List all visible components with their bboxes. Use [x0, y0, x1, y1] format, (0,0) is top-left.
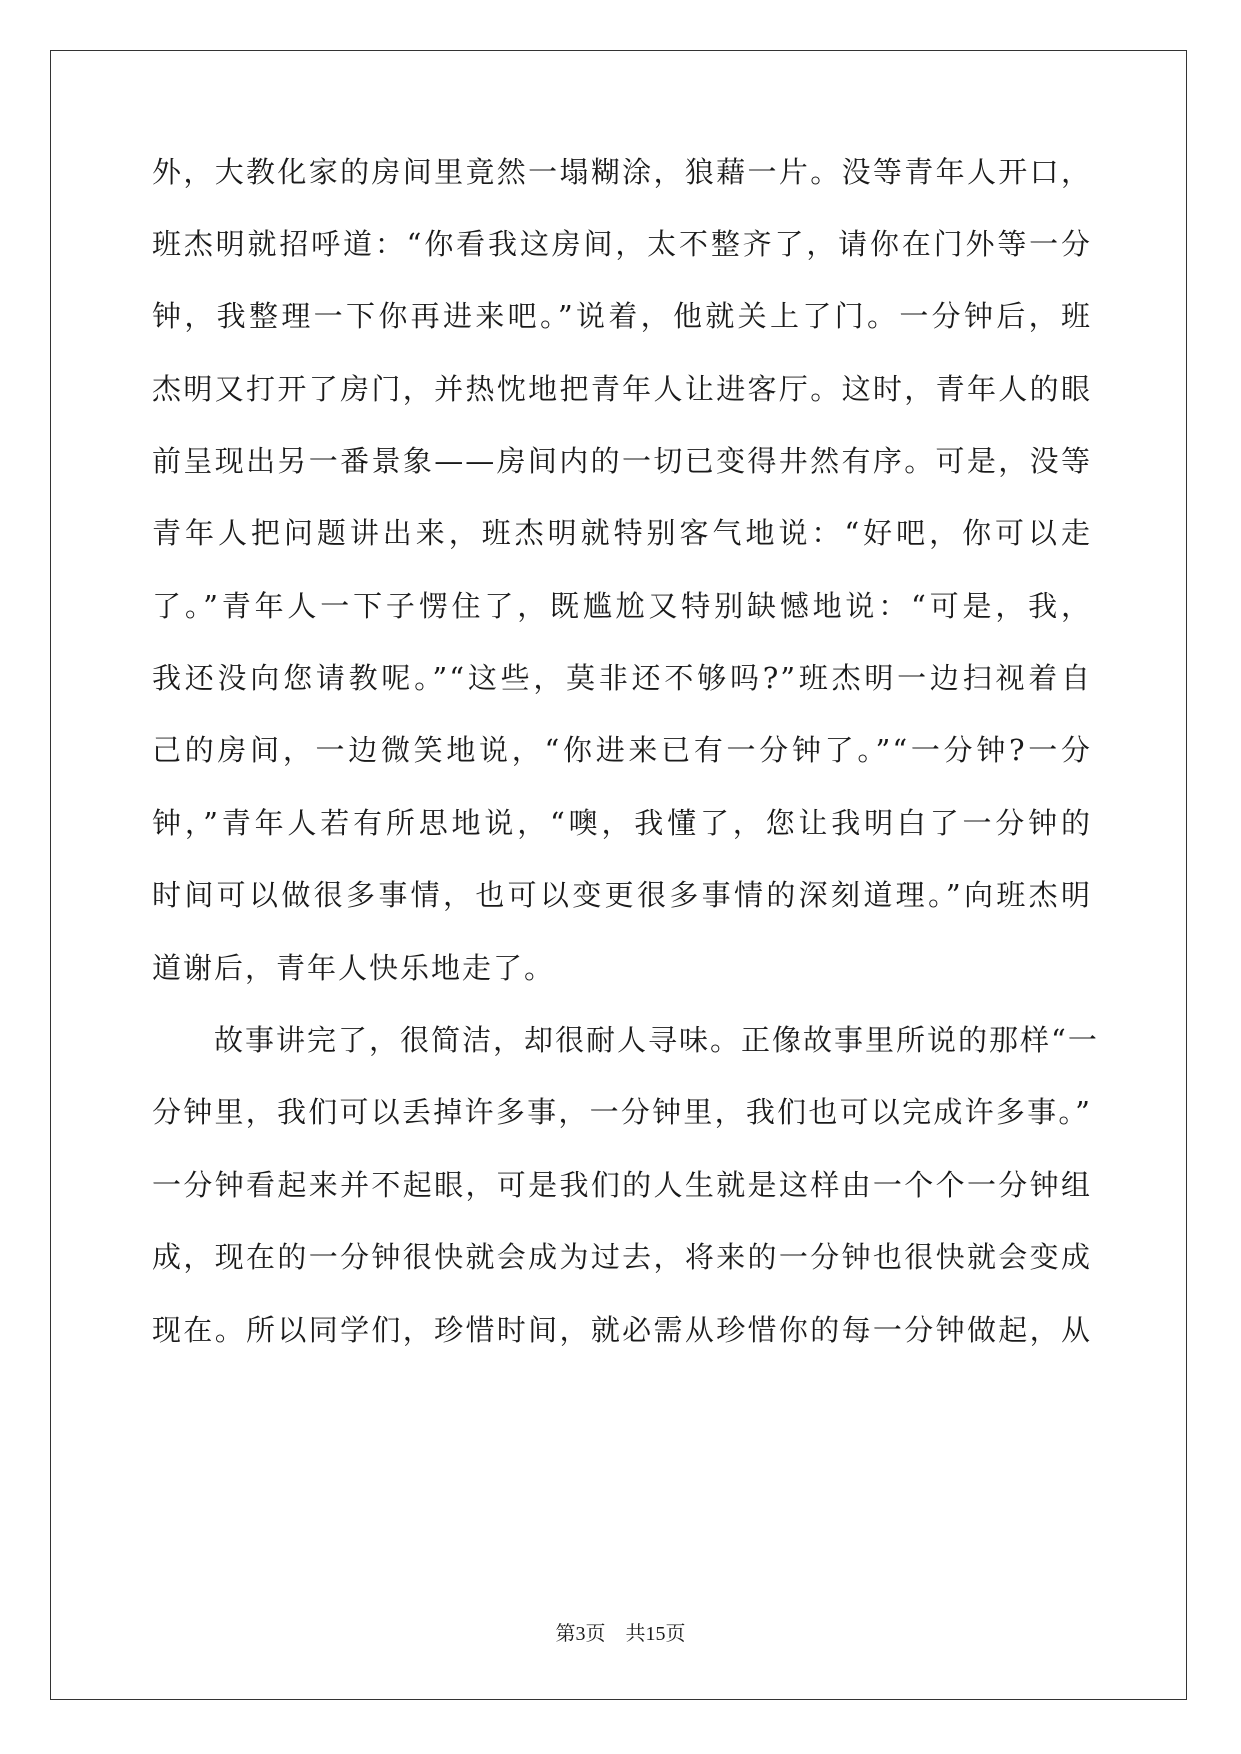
footer-page-number: 3 — [575, 1623, 586, 1645]
footer-prefix: 第 — [555, 1621, 576, 1645]
paragraph-line: 了。”青年人一下子愣住了，既尴尬又特别缺憾地说：“可是，我， — [152, 589, 1092, 623]
paragraph-line: 班杰明就招呼道：“你看我这房间，太不整齐了，请你在门外等一分 — [152, 227, 1092, 261]
paragraph-line: 钟，”青年人若有所思地说，“噢，我懂了，您让我明白了一分钟的 — [152, 806, 1092, 840]
footer-total-pages: 15 — [645, 1623, 666, 1645]
page-footer — [0, 1618, 1241, 1649]
footer-total-suffix: 页 — [665, 1621, 686, 1645]
paragraph-line: 现在。所以同学们，珍惜时间，就必需从珍惜你的每一分钟做起，从 — [152, 1313, 1092, 1347]
paragraph-line: 时间可以做很多事情，也可以变更很多事情的深刻道理。”向班杰明 — [152, 878, 1092, 912]
paragraph-line: 分钟里，我们可以丢掉许多事，一分钟里，我们也可以完成许多事。” — [152, 1095, 1092, 1129]
paragraph-line: 一分钟看起来并不起眼，可是我们的人生就是这样由一个个一分钟组 — [152, 1168, 1092, 1202]
paragraph-line: 故事讲完了，很简洁，却很耐人寻味。正像故事里所说的那样“一 — [152, 1023, 1099, 1057]
paragraph-line: 杰明又打开了房门，并热忱地把青年人让进客厅。这时，青年人的眼 — [152, 372, 1092, 406]
paragraph-line: 己的房间，一边微笑地说，“你进来已有一分钟了。”“一分钟?一分 — [152, 733, 1092, 767]
paragraph-line: 我还没向您请教呢。”“这些，莫非还不够吗?”班杰明一边扫视着自 — [152, 661, 1092, 695]
paragraph-line: 青年人把问题讲出来，班杰明就特别客气地说：“好吧，你可以走 — [152, 516, 1092, 550]
footer-page-suffix: 页 共 — [585, 1621, 646, 1645]
paragraph-line: 成，现在的一分钟很快就会成为过去，将来的一分钟也很快就会变成 — [152, 1240, 1092, 1274]
paragraph-line: 外，大教化家的房间里竟然一塌糊涂，狼藉一片。没等青年人开口， — [152, 155, 1092, 189]
paragraph-line: 道谢后，青年人快乐地走了。 — [152, 951, 556, 985]
paragraph-line: 前呈现出另一番景象——房间内的一切已变得井然有序。可是，没等 — [152, 444, 1092, 478]
paragraph-line: 钟，我整理一下你再进来吧。”说着，他就关上了门。一分钟后，班 — [152, 299, 1092, 333]
